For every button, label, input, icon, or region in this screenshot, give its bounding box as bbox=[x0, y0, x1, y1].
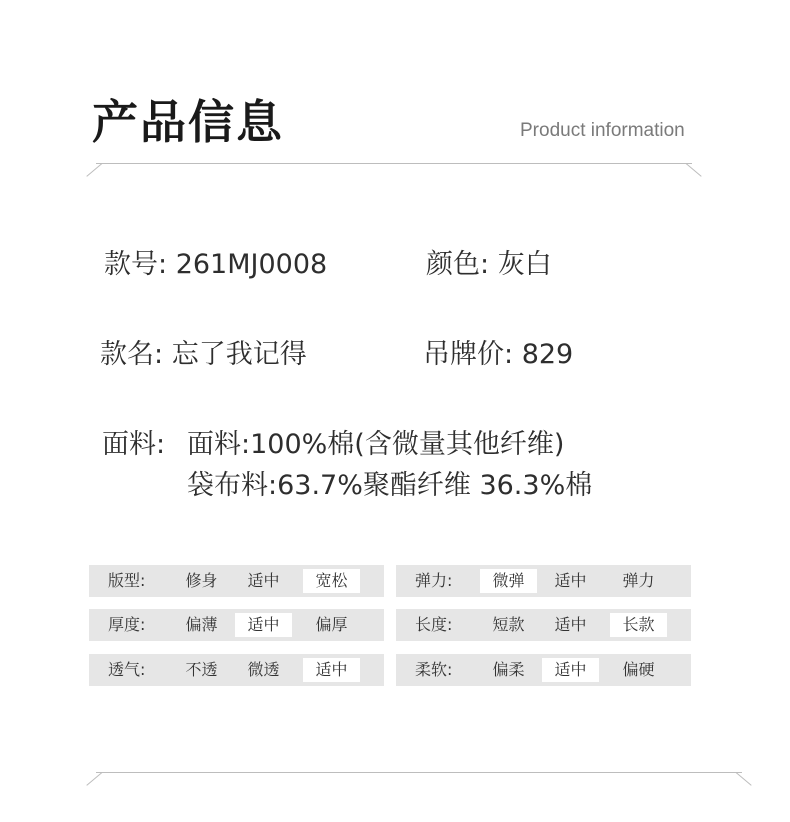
top-divider bbox=[96, 163, 692, 164]
attribute-row bbox=[396, 565, 691, 597]
attribute-row bbox=[89, 565, 384, 597]
attribute-label: 柔软: bbox=[415, 660, 453, 679]
material-line-1: 面料:100%棉(含微量其他纤维) bbox=[187, 429, 565, 460]
page-subtitle: Product information bbox=[520, 120, 685, 141]
attribute-option: 微透 bbox=[247, 660, 280, 679]
attribute-option: 修身 bbox=[185, 571, 218, 590]
attribute-option: 适中 bbox=[554, 615, 587, 634]
attribute-option: 偏薄 bbox=[185, 615, 218, 634]
style-no-field bbox=[104, 242, 327, 281]
attribute-label: 弹力: bbox=[415, 571, 453, 590]
attribute-option-selected: 长款 bbox=[610, 613, 667, 637]
tag-price-value: 829 bbox=[521, 339, 574, 370]
attribute-option: 弹力 bbox=[622, 571, 655, 590]
attribute-option: 偏硬 bbox=[622, 660, 655, 679]
attribute-label: 厚度: bbox=[108, 615, 146, 634]
tag-price-field bbox=[423, 332, 573, 371]
page-title: 产品信息 bbox=[92, 95, 284, 149]
color-label: 颜色: bbox=[426, 249, 490, 280]
color-field bbox=[426, 242, 552, 281]
style-no-value: 261MJ0008 bbox=[175, 249, 328, 280]
bottom-divider bbox=[96, 772, 742, 773]
attribute-option-selected: 适中 bbox=[303, 658, 360, 682]
color-value: 灰白 bbox=[497, 249, 552, 280]
attribute-label: 透气: bbox=[108, 660, 146, 679]
attribute-label: 版型: bbox=[108, 571, 146, 590]
style-name-field bbox=[100, 332, 307, 371]
style-no-label: 款号: bbox=[104, 249, 168, 280]
attribute-option-selected: 适中 bbox=[235, 613, 292, 637]
attribute-option: 偏厚 bbox=[315, 615, 348, 634]
attribute-row bbox=[396, 609, 691, 641]
attribute-option: 偏柔 bbox=[492, 660, 525, 679]
attribute-option: 适中 bbox=[247, 571, 280, 590]
material-line-2: 袋布料:63.7%聚酯纤维 36.3%棉 bbox=[187, 470, 593, 501]
attribute-option: 不透 bbox=[185, 660, 218, 679]
style-name-value: 忘了我记得 bbox=[171, 339, 307, 370]
attribute-option-selected: 适中 bbox=[542, 658, 599, 682]
style-name-label: 款名: bbox=[100, 339, 164, 370]
material-label: 面料: bbox=[102, 429, 166, 460]
attribute-label: 长度: bbox=[415, 615, 453, 634]
attribute-option: 适中 bbox=[554, 571, 587, 590]
attribute-row bbox=[89, 609, 384, 641]
tag-price-label: 吊牌价: bbox=[423, 339, 514, 370]
attribute-option-selected: 微弹 bbox=[480, 569, 537, 593]
attribute-option-selected: 宽松 bbox=[303, 569, 360, 593]
attribute-row bbox=[396, 654, 691, 686]
attribute-row bbox=[89, 654, 384, 686]
attribute-option: 短款 bbox=[492, 615, 525, 634]
